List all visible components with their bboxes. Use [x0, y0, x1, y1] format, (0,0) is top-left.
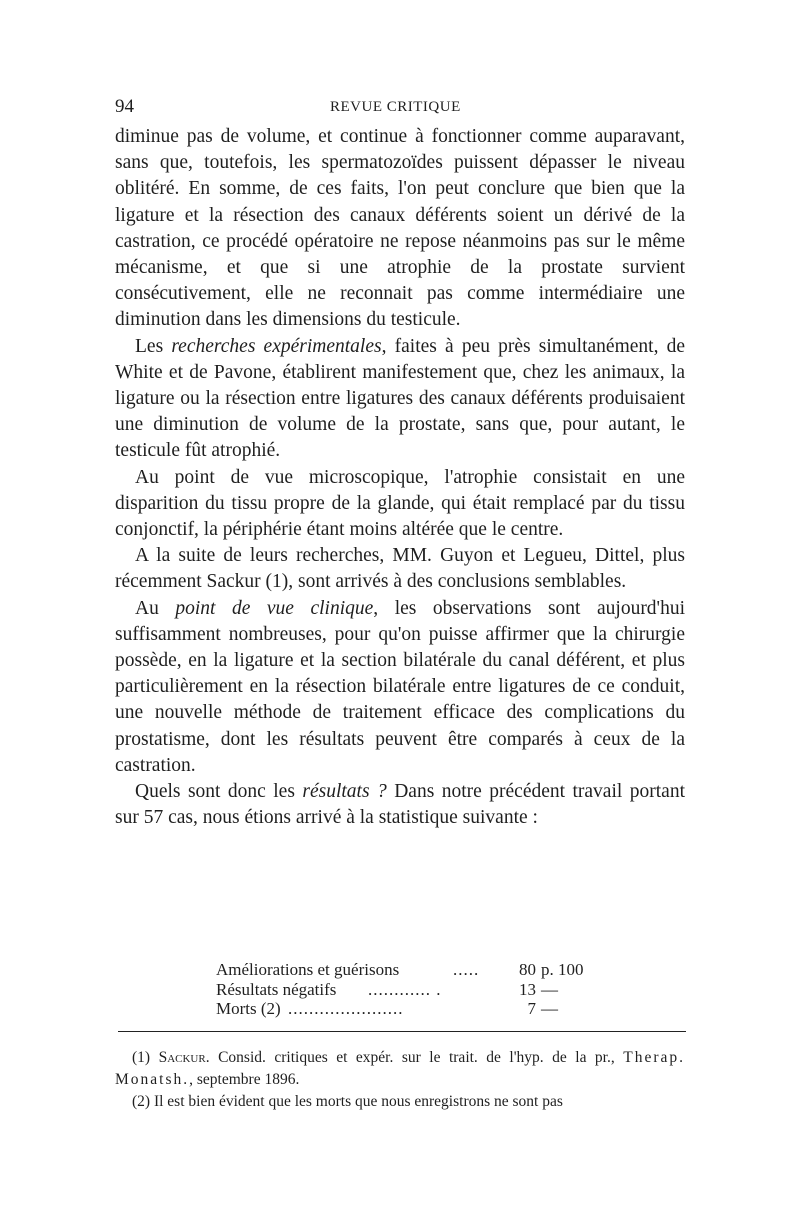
footnote-1-text: . Consid. critiques et expér. sur le trait. de l'hyp. de la pr.,: [205, 1049, 624, 1066]
footnote-1-journal: Therap. Monatsh.: [115, 1049, 685, 1088]
stat-value: 13: [519, 979, 536, 999]
paragraph-1: diminue pas de volume, et continue à fonctionner comme auparavant, sans que, toutefois, les spermatozoïdes puissent dépasser le niveau oblitéré. En somme, de ces faits, l'on peut conclure que bien que la ligature et la résection des canaux déférents soient un dérivé de la castration, ce procédé opératoire ne repose néanmoins pas sur le même mécanisme, et que si une atrophie de la prostate survient consécutivement, elle ne reconnait pas comme intermédiaire une diminution dans les dimensions du testicule.: [115, 126, 685, 331]
stat-leader-dots: .....: [453, 960, 480, 979]
paragraph-2-start: Les: [135, 335, 172, 357]
running-title: REVUE CRITIQUE: [330, 99, 461, 115]
footnote-1: [115, 1047, 685, 1091]
stat-row: [216, 960, 616, 980]
paragraph-6-start: Quels sont donc les: [135, 781, 303, 803]
stat-row: [216, 999, 616, 1019]
footnote-2: (2) Il est bien évident que les morts que nous enregistrons ne sont pas: [132, 1093, 563, 1110]
paragraph-5: [115, 596, 685, 779]
paragraph-3: Au point de vue microscopique, l'atrophie consistait en une disparition du tissu propre de la glande, qui était remplacé par du tissu conjonctif, la périphérie étant moins altérée que le centre.: [115, 466, 685, 541]
stat-row: [216, 980, 616, 1000]
paragraph-2-emphasis: recherches expérimentales: [171, 335, 382, 357]
paragraph-6-emphasis: résultats ?: [302, 781, 387, 803]
footnotes: [115, 1047, 685, 1113]
stat-label: Résultats négatifs: [216, 979, 337, 999]
page-number: 94: [115, 96, 134, 117]
stat-unit: —: [541, 999, 558, 1018]
stat-value: 7: [527, 999, 536, 1018]
stat-leader-dots: ............ .: [368, 979, 442, 999]
footnote-1-marker: (1): [132, 1049, 159, 1066]
paragraph-2: [115, 334, 685, 465]
footnote-divider: [118, 1031, 686, 1032]
body-text: [115, 124, 685, 831]
statistics-table: [216, 960, 616, 1019]
paragraph-6-rest: Dans notre précédent travail portant sur 57 cas, nous étions arrivé à la statistique suivante :: [115, 781, 685, 829]
paragraph-2-rest: , faites à peu près simultanément, de White et de Pavone, établirent manifestement que, chez les animaux, la ligature ou la résection entre ligatures des canaux déférents produisaient une diminution de volume de la prostate, sans que, pour autant, le testicule fût atrophié.: [115, 335, 686, 462]
stat-label: Améliorations et guérisons: [216, 960, 400, 979]
paragraph-5-emphasis: point de vue clinique: [175, 597, 374, 619]
paragraph-4: A la suite de leurs recherches, MM. Guyon et Legueu, Dittel, plus récemment Sackur (1), sont arrivés à des conclusions semblables.: [115, 545, 685, 593]
footnote-1-author: Sackur: [158, 1049, 206, 1066]
stat-label: Morts (2): [216, 999, 281, 1018]
paragraph-6: [115, 779, 685, 831]
stat-unit: p. 100: [541, 960, 584, 979]
paragraph-5-rest: , les observations sont aujourd'hui suffisamment nombreuses, pour qu'on puisse affirmer que la chirurgie possède, en la ligature et la section bilatérale du canal déférent, et plus particulièrement en la résection bilatérale entre ligatures de ce conduit, une nouvelle méthode de traitement efficace des complications du prostatisme, dont les résultats peuvent être comparés à ceux de la castration.: [115, 597, 685, 776]
stat-unit: —: [541, 979, 558, 999]
page-header: [115, 96, 685, 120]
paragraph-5-start: Au: [135, 597, 176, 619]
stat-leader-dots: ......................: [288, 999, 404, 1018]
stat-value: 80: [519, 960, 536, 979]
footnote-1-date: , septembre 1896.: [189, 1071, 300, 1088]
